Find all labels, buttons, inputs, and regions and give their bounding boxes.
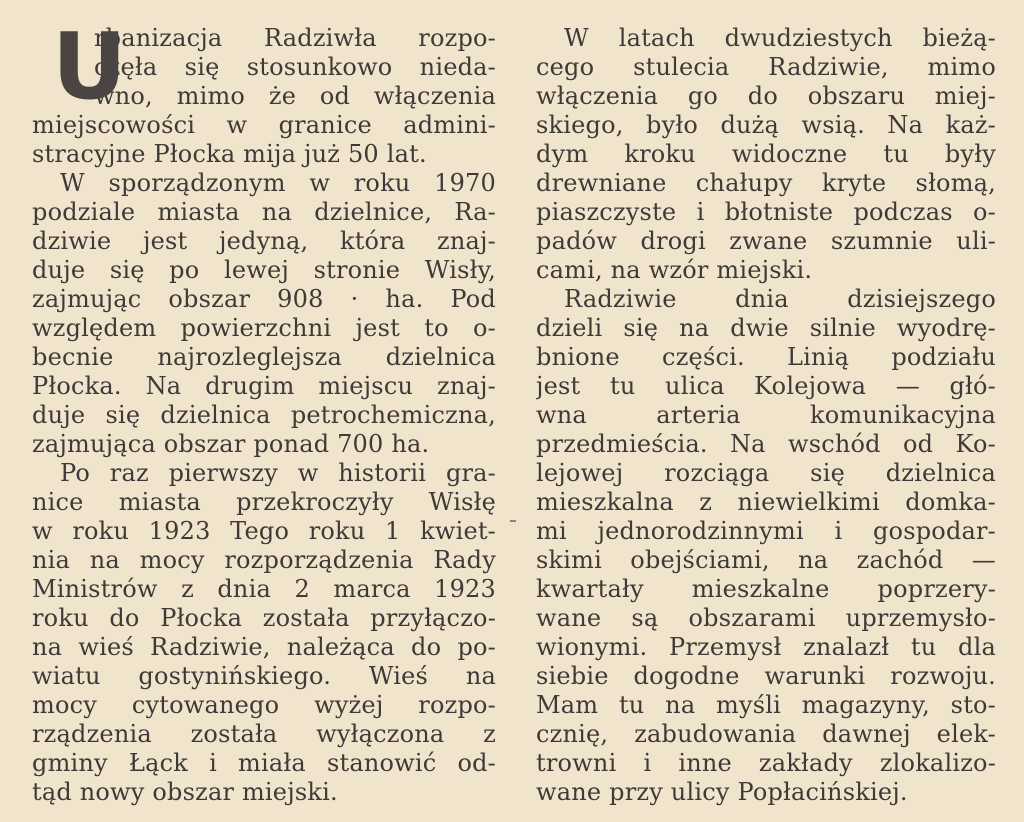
text-line: Mam tu na myśli magazyny, sto- xyxy=(536,691,996,719)
text-line: Po raz pierwszy w historii gra- xyxy=(60,459,496,487)
text-line: piaszczyste i błotniste podczas o- xyxy=(536,198,996,226)
text-line: włączenia go do obszaru miej- xyxy=(536,82,996,110)
text-line: mi jednorodzinnymi i gospodar- xyxy=(536,517,996,545)
text-line: rbanizacja Radziwła rozpo- xyxy=(94,24,496,52)
right-column xyxy=(536,24,996,807)
dropcap-letter: U xyxy=(52,13,127,120)
text-line: siebie dogodne warunki rozwoju. xyxy=(536,662,996,690)
text-line: względem powierzchni jest to o- xyxy=(32,314,496,342)
text-line: duje się dzielnica petrochemiczna, xyxy=(32,401,496,429)
text-line: W latach dwudziestych bieżą- xyxy=(564,24,996,52)
text-line: dzieli się na dwie silnie wyodrę- xyxy=(536,314,996,342)
text-line: cami, na wzór miejski. xyxy=(536,256,813,284)
text-line: skimi obejściami, na zachód — xyxy=(536,546,996,574)
text-line: jest tu ulica Kolejowa — głó- xyxy=(536,372,996,400)
text-line: dziwie jest jedyną, która znaj- xyxy=(32,227,496,255)
text-line: zajmując obszar 908 · ha. Pod xyxy=(32,285,496,313)
text-line: podziale miasta na dzielnice, Ra- xyxy=(32,198,496,226)
text-line: lejowej rozciąga się dzielnica xyxy=(536,459,996,487)
text-line: gminy Łąck i miała stanowić od- xyxy=(32,749,496,777)
text-line: cznię, zabudowania dawnej elek- xyxy=(536,720,996,748)
text-line: wno, mimo że od włączenia xyxy=(94,82,496,110)
text-line: kwartały mieszkalne poprzery- xyxy=(536,575,996,603)
text-line: rządzenia została wyłączona z xyxy=(32,720,496,748)
text-line: trowni i inne zakłady zlokalizo- xyxy=(536,749,996,777)
text-line: mocy cytowanego wyżej rozpo- xyxy=(32,691,496,719)
text-line: przedmieścia. Na wschód od Ko- xyxy=(536,430,996,458)
text-line: zajmująca obszar ponad 700 ha. xyxy=(32,430,430,458)
text-line: roku do Płocka została przyłączo- xyxy=(32,604,496,632)
text-line: Radziwie dnia dzisiejszego xyxy=(564,285,996,313)
text-line: mieszkalna z niewielkimi domka- xyxy=(536,488,996,516)
text-line: stracyjne Płocka mija już 50 lat. xyxy=(32,140,427,168)
text-line: Ministrów z dnia 2 marca 1923 xyxy=(32,575,496,603)
text-line: drewniane chałupy kryte słomą, xyxy=(536,169,996,197)
text-line: Płocka. Na drugim miejscu znaj- xyxy=(32,372,496,400)
text-line: w roku 1923 Tego roku 1 kwiet- xyxy=(32,517,496,545)
text-line: nia na mocy rozporządzenia Rady xyxy=(32,546,496,574)
text-line: tąd nowy obszar miejski. xyxy=(32,778,338,806)
text-line: padów drogi zwane szumnie uli- xyxy=(536,227,996,255)
text-line: miejscowości w granice admini- xyxy=(32,111,496,139)
column-divider-mark xyxy=(510,520,516,522)
text-line: duje się po lewej stronie Wisły, xyxy=(32,256,496,284)
text-line: skiego, było dużą wsią. Na każ- xyxy=(536,111,996,139)
text-line: nice miasta przekroczyły Wisłę xyxy=(32,488,496,516)
text-line: wane przy ulicy Popłacińskiej. xyxy=(536,778,908,806)
text-line: wionymi. Przemysł znalazł tu dla xyxy=(536,633,996,661)
text-line: W sporządzonym w roku 1970 xyxy=(60,169,496,197)
text-line: wiatu gostynińskiego. Wieś na xyxy=(32,662,496,690)
text-line: wna arteria komunikacyjna xyxy=(536,401,996,429)
text-line: na wieś Radziwie, należąca do po- xyxy=(32,633,496,661)
text-line: becnie najrozleglejsza dzielnica xyxy=(32,343,496,371)
text-line: cego stulecia Radziwie, mimo xyxy=(536,53,996,81)
text-line: bnione części. Linią podziału xyxy=(536,343,996,371)
text-line: wane są obszarami uprzemysło- xyxy=(536,604,996,632)
left-column xyxy=(32,13,496,807)
text-line: częła się stosunkowo nieda- xyxy=(94,53,496,81)
text-line: dym kroku widoczne tu były xyxy=(536,140,996,168)
